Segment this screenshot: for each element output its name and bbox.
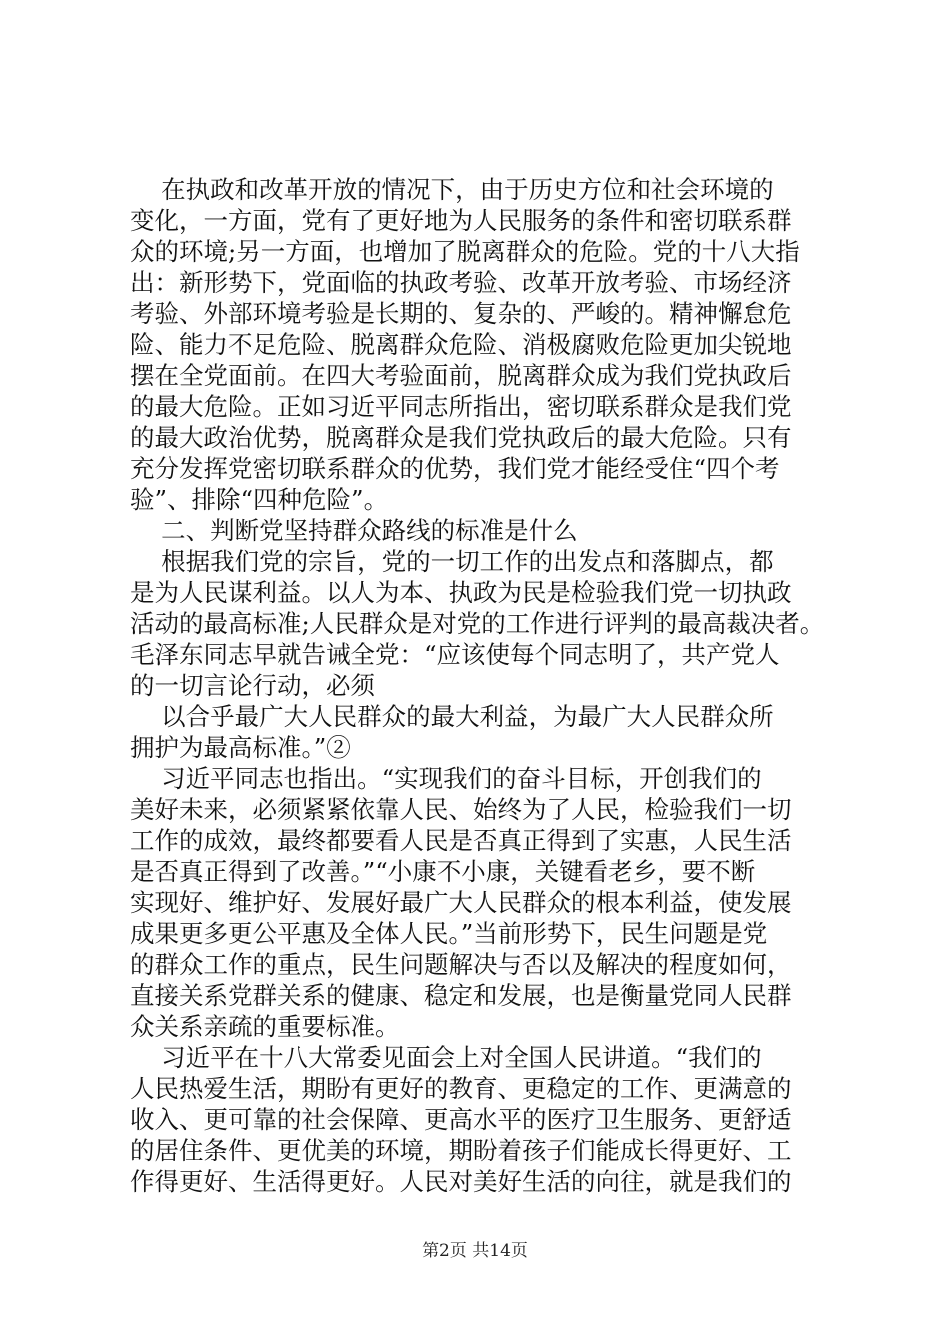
section-heading-two: 二、判断党坚持群众路线的标准是什么	[130, 516, 578, 545]
paragraph-better-life: 习近平在十八大常委见面会上对全国人民讲道。“我们的 人民热爱生活，期盼有更好的教育、更稳定的工作、更满意的 收入、更可靠的社会保障、更高水平的医疗卫生服务、更舒适 的居住条件、更优美的环境，期盼着孩子们能成长得更好、工 作得更好、生活得更好。人民对美好生活的向往，就是我们的	[130, 1043, 792, 1196]
page-number-footer: 第2页 共14页	[422, 1241, 528, 1261]
document-body	[130, 174, 830, 1197]
paragraph-governance-risks: 在执政和改革开放的情况下，由于历史方位和社会环境的 变化，一方面，党有了更好地为人民服务的条件和密切联系群 众的环境;另一方面，也增加了脱离群众的危险。党的十八大指 出：新形势下，党面临的执政考验、改革开放考验、市场经济 考验、外部环境考验是长期的、复杂的、严峻的。精神懈怠危 险、能力不足危险、脱离群众危险、消极腐败危险更加尖锐地 摆在全党面前。在四大考验面前，脱离群众成为我们党执政后 的最大危险。正如习近平同志所指出，密切联系群众是我们党 的最大政治优势，脱离群众是我们党执政后的最大危险。只有 充分发挥党密切联系群众的优势，我们党才能经受住“四个考 验”、排除“四种危险”。	[130, 175, 800, 514]
paragraph-xi-remarks: 习近平同志也指出。“实现我们的奋斗目标，开创我们的 美好未来，必须紧紧依靠人民、始终为了人民，检验我们一切 工作的成效，最终都要看人民是否真正得到了实惠，人民生活 是否真正得到了改善。”“小康不小康，关键看老乡，要不断 实现好、维护好、发展好最广大人民群众的根本利益，使发展 成果更多更公平惠及全体人民。”当前形势下，民生问题是党 的群众工作的重点，民生问题解决与否以及解决的程度如何， 直接关系党群关系的健康、稳定和发展，也是衡量党同人民群 众关系亲疏的重要标准。	[130, 764, 792, 1041]
paragraph-party-purpose: 根据我们党的宗旨，党的一切工作的出发点和落脚点，都 是为人民谋利益。以人为本、执政为民是检验我们党一切执政 活动的最高标准;人民群众是对党的工作进行评判的最高裁决者。 毛泽东同志早就告诫全党：“应该使每个同志明了，共产党人 的一切言论行动，必须	[130, 547, 825, 700]
paragraph-highest-standard: 以合乎最广大人民群众的最大利益，为最广大人民群众所 拥护为最高标准。”②	[130, 702, 774, 762]
